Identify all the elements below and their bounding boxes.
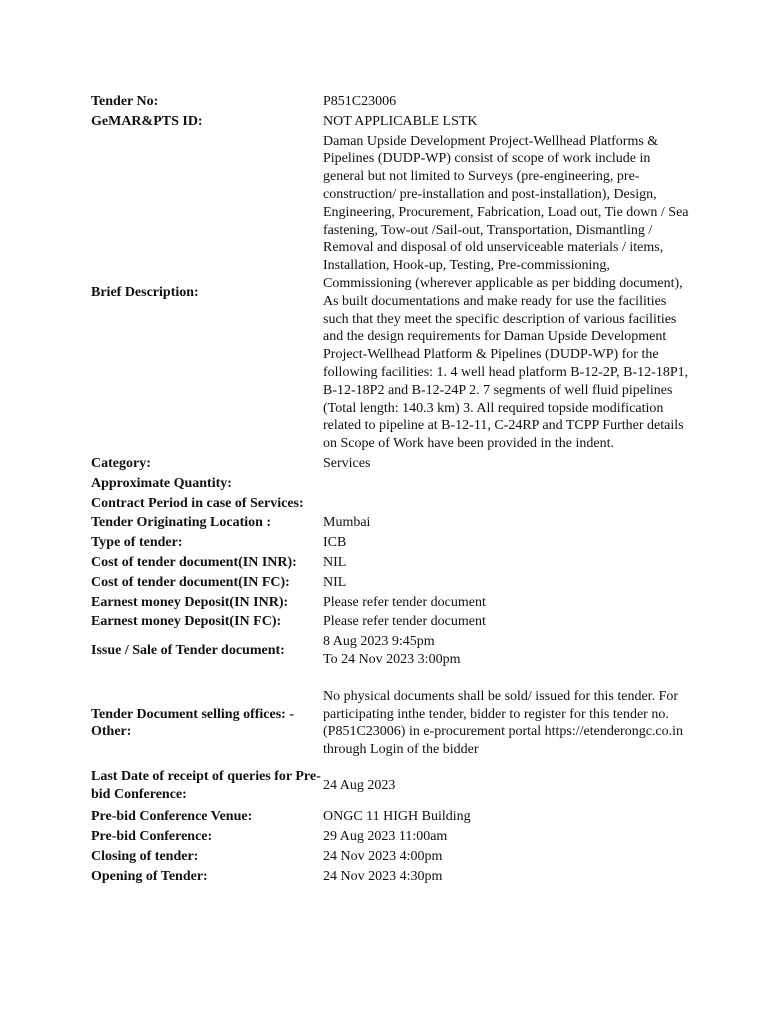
row-brief-description [91,132,691,454]
tender-details-table [91,92,691,887]
category-label: Category: [91,455,151,471]
row-opening [91,867,691,887]
cost-fc-value: NIL [323,574,347,590]
category-value: Services [323,455,371,471]
row-contract-period [91,494,691,514]
cost-inr-value: NIL [323,554,347,570]
originating-location-value: Mumbai [323,515,371,531]
emd-fc-label: Earnest money Deposit(IN FC): [91,614,282,630]
closing-value: 24 Nov 2023 4:00pm [323,849,443,865]
row-emd-inr [91,593,691,613]
issue-sale-value [323,632,691,687]
opening-value: 24 Nov 2023 4:30pm [323,868,443,884]
row-emd-fc [91,612,691,632]
row-cost-inr [91,553,691,573]
issue-sale-label: Issue / Sale of Tender document: [91,643,285,658]
originating-location-label: Tender Originating Location : [91,515,272,531]
row-type-of-tender [91,533,691,553]
issue-sale-end: To 24 Nov 2023 3:00pm [323,651,461,667]
contract-period-value [323,494,691,514]
type-of-tender-value: ICB [323,535,347,551]
row-tender-no [91,92,691,112]
emd-fc-value: Please refer tender document [323,614,486,630]
row-issue-sale [91,632,691,687]
prebid-queries-value: 24 Aug 2023 [323,777,396,793]
row-prebid-queries [91,760,691,808]
row-cost-fc [91,573,691,593]
gemar-pts-id-value: NOT APPLICABLE LSTK [323,113,478,129]
emd-inr-label: Earnest money Deposit(IN INR): [91,594,289,610]
brief-description-label: Brief Description: [91,284,199,300]
row-closing [91,847,691,867]
row-selling-offices [91,687,691,760]
cost-fc-label: Cost of tender document(IN FC): [91,574,290,590]
prebid-venue-value: ONGC 11 HIGH Building [323,809,471,825]
approximate-quantity-label: Approximate Quantity: [91,475,232,491]
type-of-tender-label: Type of tender: [91,535,183,551]
row-prebid-venue [91,807,691,827]
tender-no-value: P851C23006 [323,94,397,109]
tender-no-label: Tender No: [91,94,159,109]
row-category [91,454,691,474]
emd-inr-value: Please refer tender document [323,594,486,610]
approximate-quantity-value [323,474,691,494]
prebid-conference-label: Pre-bid Conference: [91,829,213,845]
row-gemar-pts-id [91,112,691,132]
opening-label: Opening of Tender: [91,868,208,884]
row-originating-location [91,513,691,533]
prebid-venue-label: Pre-bid Conference Venue: [91,809,253,825]
row-approximate-quantity [91,474,691,494]
issue-sale-start: 8 Aug 2023 9:45pm [323,634,435,650]
row-prebid-conference [91,827,691,847]
selling-offices-label: Tender Document selling offices: - Other: [91,706,294,740]
prebid-conference-value: 29 Aug 2023 11:00am [323,829,448,845]
prebid-queries-label: Last Date of receipt of queries for Pre-bid Conference: [91,768,321,802]
gemar-pts-id-label: GeMAR&PTS ID: [91,113,203,129]
brief-description-value: Daman Upside Development Project-Wellhead Platforms & Pipelines (DUDP-WP) consist of scope of work include in general but not limited to Surveys (pre-engineering, pre-construction/ pre-installation and post-installation), Design, Engineering, Procurement, Fabrication, Load out, Tie down / Sea fastening, Tow-out /Sail-out, Transportation, Dismantling / Removal and disposal of old unserviceable materials / items, Installation, Hook-up, Testing, Pre-commissioning, Commissioning (wherever applicable as per bidding document), As built documentations and make ready for use the facilities such that they meet the specific description of various facilities and the design requirements for Daman Upside Development Project-Wellhead Platform & Pipelines (DUDP-WP) for the following facilities: 1. 4 well head platform B-12-2P, B-12-18P1, B-12-18P2 and B-12-24P 2. 7 segments of well fluid pipelines (Total length: 140.3 km) 3. All required topside modification related to pipeline at B-12-11, C-24RP and TCPP Further details on Scope of Work have been provided in the indent. [323,133,689,452]
selling-offices-value: No physical documents shall be sold/ issued for this tender. For participating inthe tender, bidder to register for this tender no. (P851C23006) in e-procurement portal https://etenderongc.co.in through Login of the bidder [323,688,684,758]
cost-inr-label: Cost of tender document(IN INR): [91,554,297,570]
closing-label: Closing of tender: [91,849,199,865]
contract-period-label: Contract Period in case of Services: [91,495,304,511]
